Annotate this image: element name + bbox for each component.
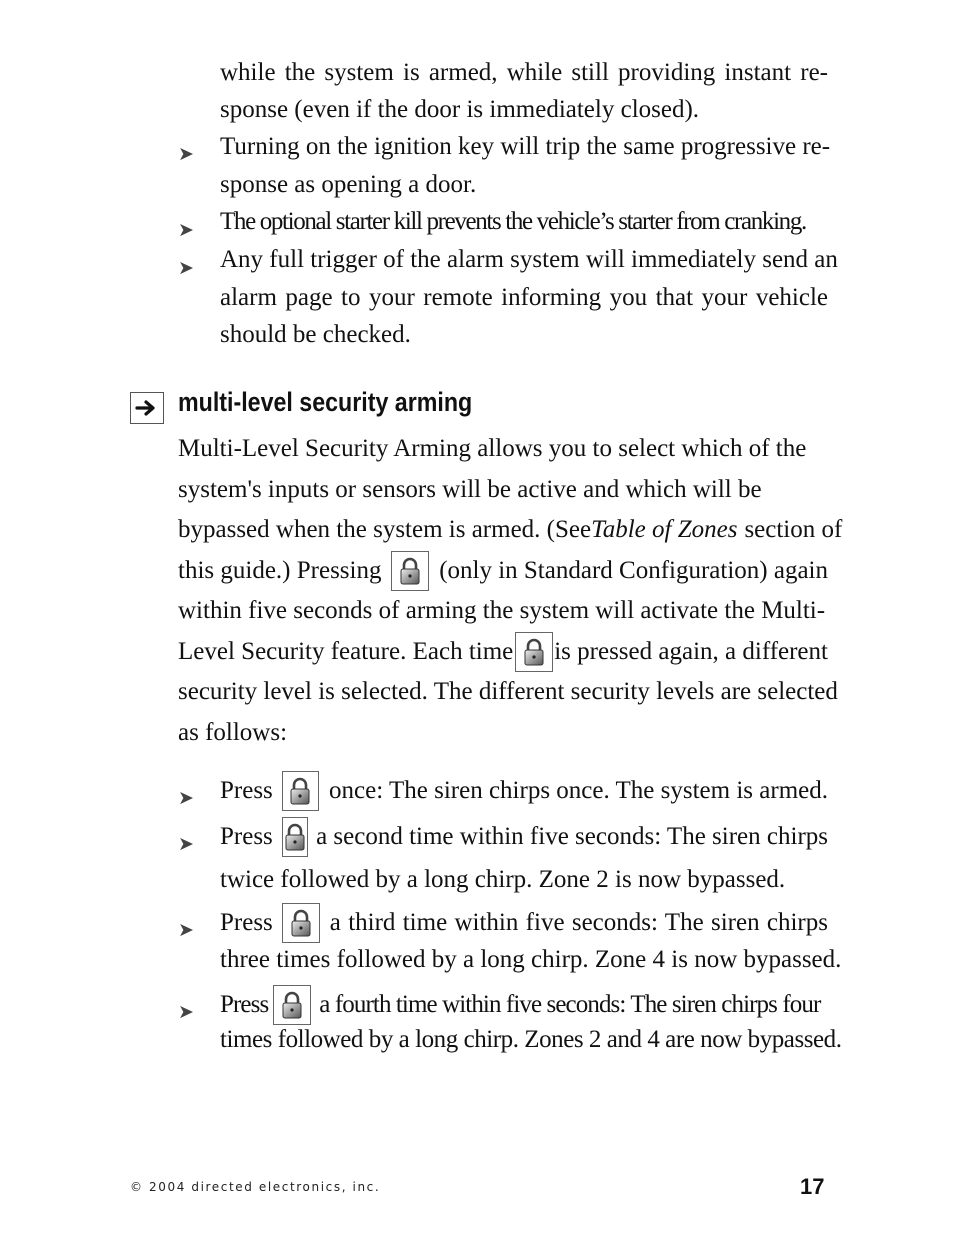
lock-icon	[273, 985, 311, 1025]
bullet-arrow-icon: ➤	[178, 1001, 194, 1023]
arrow-right-icon	[130, 392, 164, 424]
paragraph-line: system's inputs or sensors will be active and which will be	[178, 475, 762, 503]
paragraph-line	[178, 510, 843, 551]
bullet-arrow-icon: ➤	[178, 919, 194, 941]
press-label: Press	[220, 991, 269, 1018]
bullet-text: Turning on the ignition key will trip the same progressive re-	[220, 133, 831, 160]
paragraph-text: this guide.) Pressing	[178, 556, 382, 584]
paragraph-line	[178, 632, 828, 673]
press-item	[220, 902, 828, 944]
press-label: Press	[220, 909, 273, 936]
paragraph-line: within five seconds of arming the system will activate the Multi-	[178, 597, 826, 624]
press-description: a third time within five seconds: The siren chirps	[329, 909, 828, 936]
bullet-text: alarm page to your remote informing you that your vehicle	[220, 284, 828, 311]
paragraph-text: is pressed again, a different	[554, 637, 828, 665]
lock-icon	[391, 551, 429, 591]
table-of-zones-reference: Table of Zones	[591, 516, 738, 543]
section-paragraph	[178, 429, 843, 753]
paragraph-text: section of	[744, 516, 843, 543]
press-description: once: The siren chirps once. The system is armed.	[329, 777, 828, 804]
press-continuation: times followed by a long chirp. Zones 2 and 4 are now bypassed.	[220, 1026, 842, 1053]
paragraph-text: Level Security feature. Each time	[178, 637, 514, 665]
bullet-text: Any full trigger of the alarm system will immediately send an	[220, 246, 838, 273]
press-item	[220, 816, 828, 858]
press-label: Press	[220, 823, 273, 850]
press-item	[220, 770, 828, 812]
intro-line: sponse (even if the door is immediately closed).	[220, 96, 700, 123]
bullet-text: should be checked.	[220, 321, 411, 348]
paragraph-line: security level is selected. The different security levels are selected	[178, 678, 838, 705]
press-description: a fourth time within five seconds: The siren chirps four	[319, 991, 821, 1018]
lock-icon	[282, 817, 308, 857]
bullet-text: The optional starter kill prevents the vehicle’s starter from cranking.	[220, 208, 806, 235]
bullet-arrow-icon: ➤	[178, 257, 194, 279]
paragraph-text: bypassed when the system is armed. (See	[178, 516, 592, 543]
bullet-text: sponse as opening a door.	[220, 171, 477, 198]
page-number: 17	[800, 1174, 825, 1199]
lock-icon	[282, 903, 320, 943]
section-title: multi-level security arming	[178, 387, 473, 417]
paragraph-line	[178, 551, 828, 592]
lock-icon	[515, 632, 553, 672]
bullet-arrow-icon: ➤	[178, 787, 194, 809]
bullet-arrow-icon: ➤	[178, 219, 194, 241]
paragraph-line: as follows:	[178, 718, 288, 746]
intro-line: while the system is armed, while still providing instant re-	[220, 59, 828, 86]
copyright-notice: © 2004 directed electronics, inc.	[130, 1180, 381, 1194]
paragraph-text: (only in Standard Configuration) again	[439, 556, 828, 584]
press-item	[220, 984, 828, 1026]
press-continuation: three times followed by a long chirp. Zone 4 is now bypassed.	[220, 946, 842, 973]
press-continuation: twice followed by a long chirp. Zone 2 is now bypassed.	[220, 866, 786, 893]
bullet-arrow-icon: ➤	[178, 833, 194, 855]
paragraph-line: Multi-Level Security Arming allows you to select which of the	[178, 435, 807, 462]
lock-icon	[282, 771, 319, 811]
press-description: a second time within five seconds: The siren chirps	[316, 823, 828, 850]
press-label: Press	[220, 777, 273, 804]
bullet-arrow-icon: ➤	[178, 143, 194, 165]
